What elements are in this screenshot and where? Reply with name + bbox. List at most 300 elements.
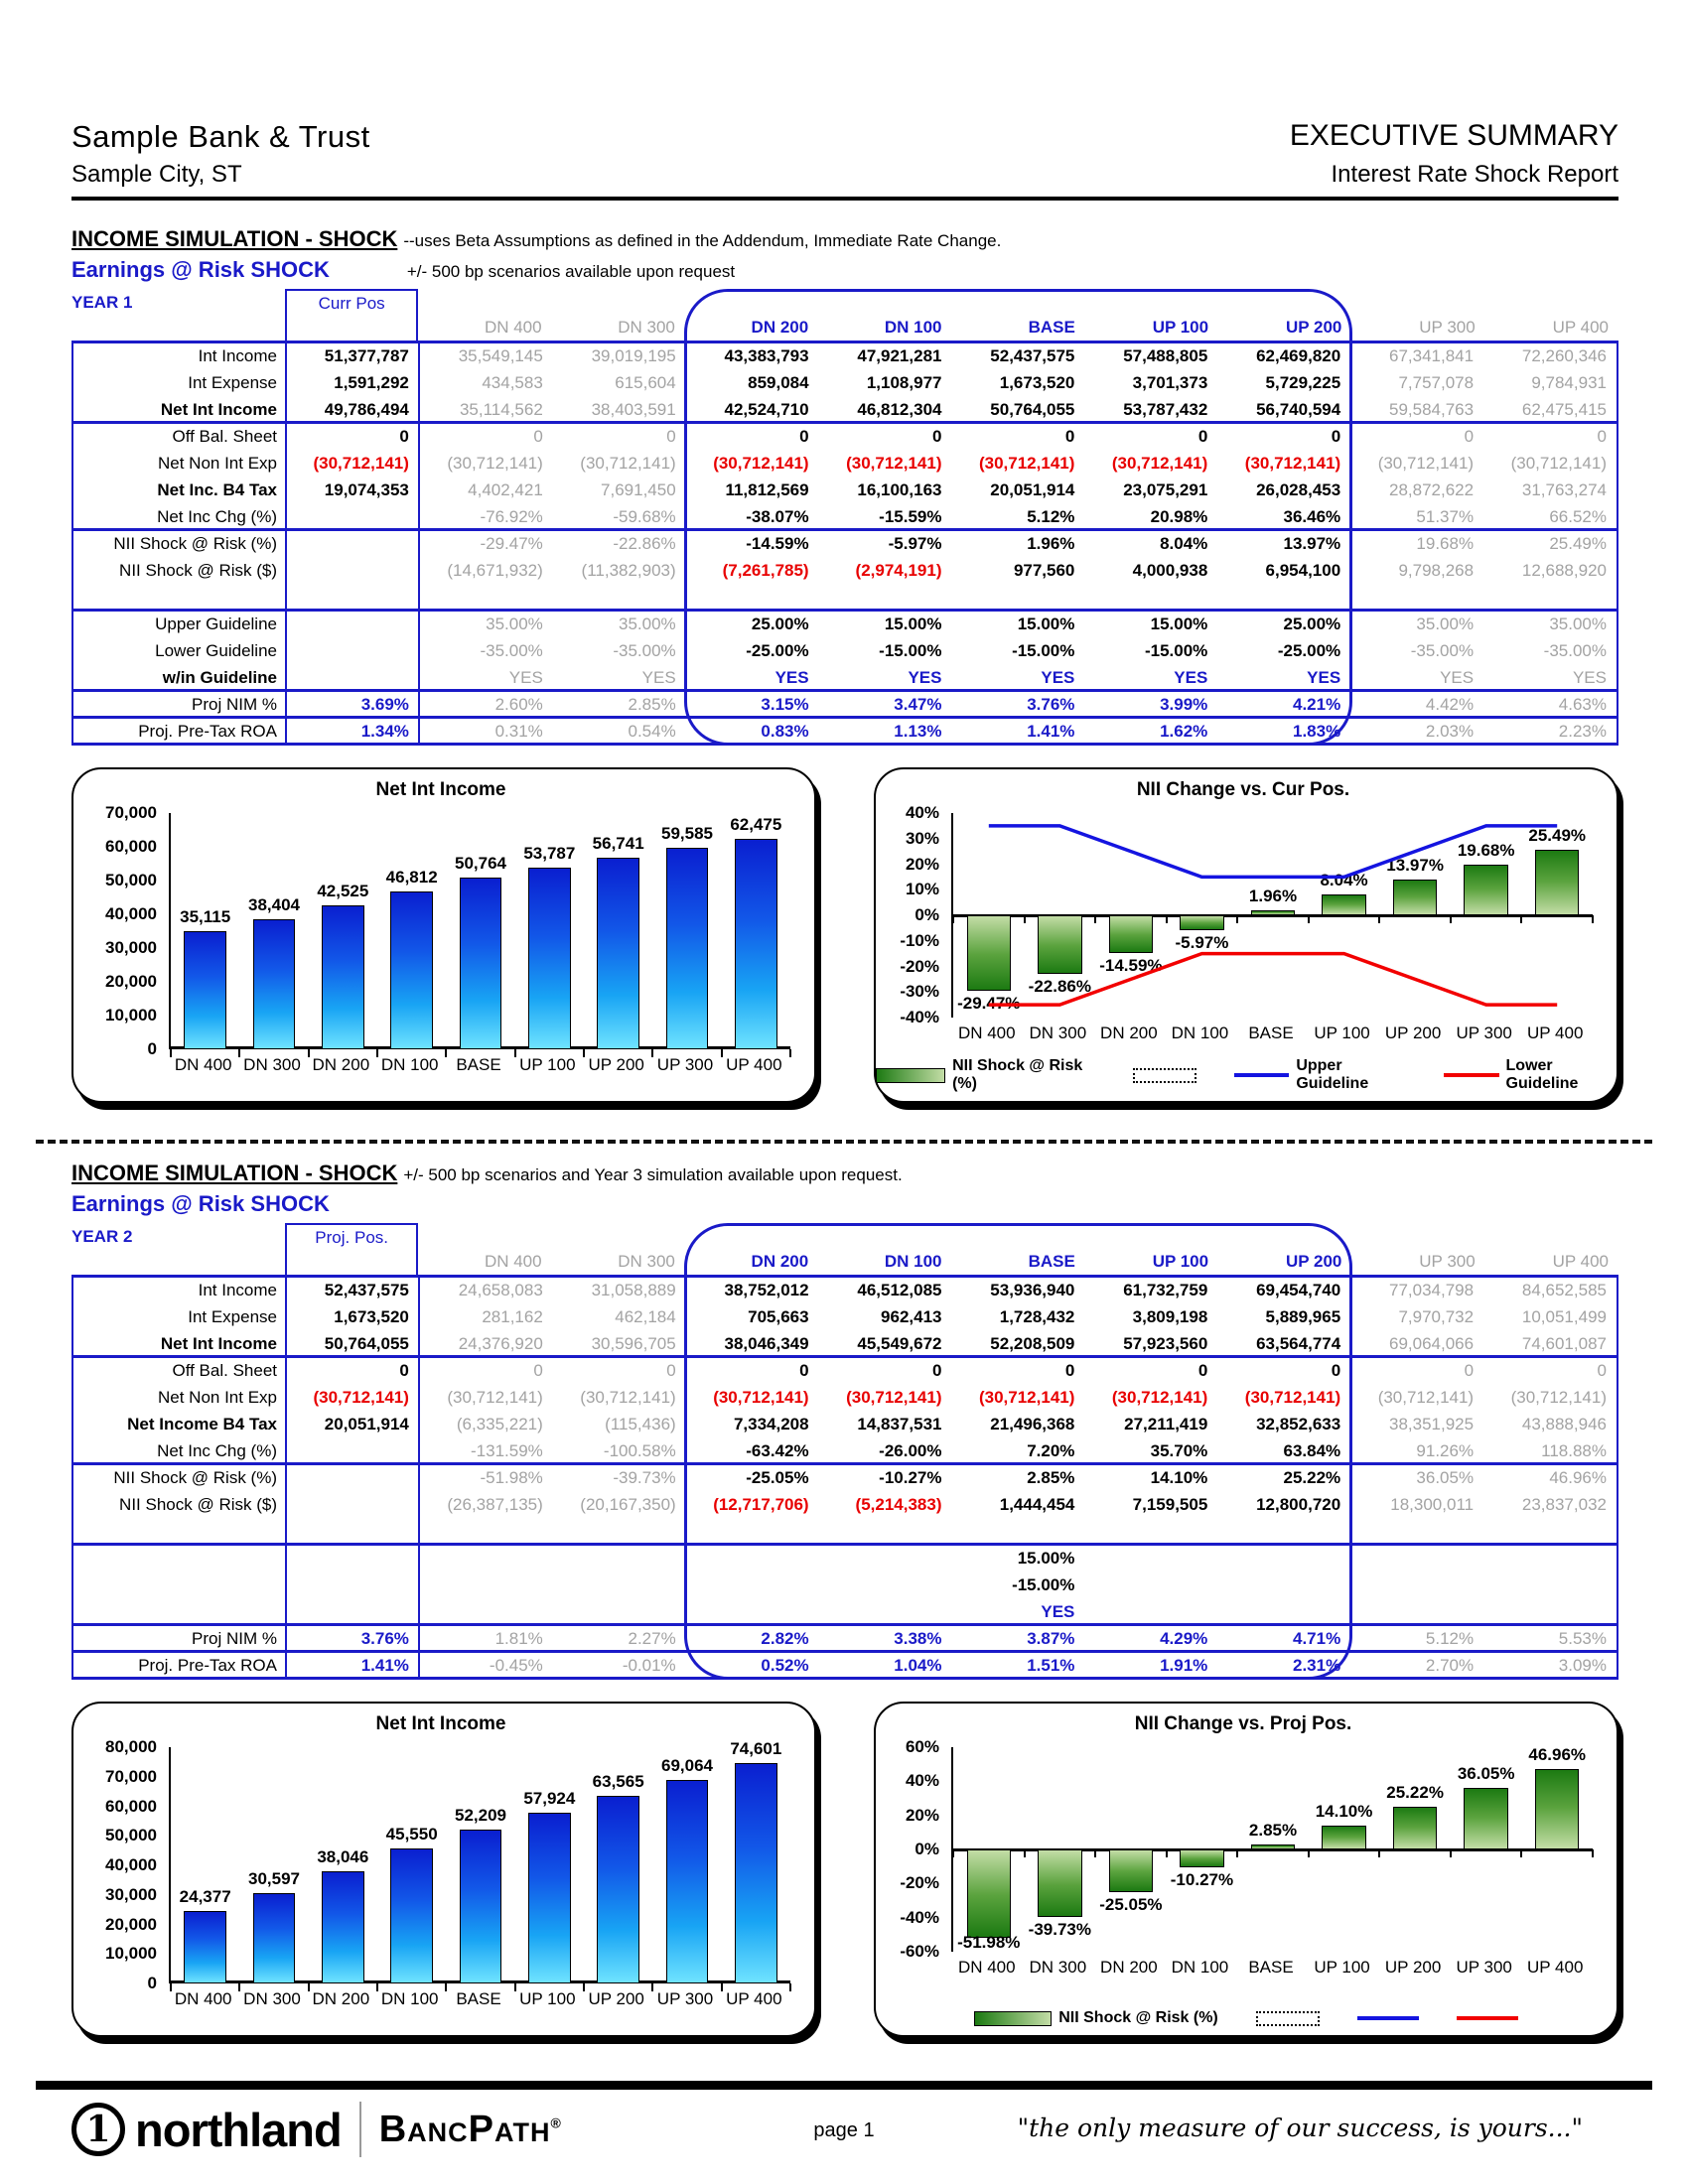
bar: [1109, 1849, 1153, 1892]
table-cell: 2.85%: [1027, 1468, 1075, 1487]
table-body: [71, 341, 1618, 746]
legend-line-swatch: [1444, 1073, 1499, 1077]
table-cell: [819, 1519, 952, 1543]
x-axis-tick: [1308, 1849, 1310, 1857]
table-cell: 47,921,281: [857, 346, 942, 365]
bar: [253, 1893, 296, 1983]
legend-bar-swatch: [974, 2011, 1052, 2026]
bar-value-label: -29.47%: [957, 993, 1021, 1013]
row-label: Net Non Int Exp: [73, 1385, 287, 1412]
x-axis-category-label: UP 300: [656, 1989, 714, 2008]
table-cell: 15.00%: [1150, 614, 1208, 633]
chart-title: Net Int Income: [375, 779, 506, 800]
year2-net-int-income-chart: [71, 1702, 816, 2037]
registered-mark: ®: [550, 2114, 562, 2130]
page-footer: [36, 2081, 1652, 2171]
table-cell: 12,688,920: [1521, 561, 1607, 580]
table-cell: 39,019,195: [591, 346, 676, 365]
table-row: [73, 370, 1617, 397]
x-axis-tick: [952, 1849, 954, 1857]
bank-name: Sample Bank & Trust: [71, 119, 370, 154]
table-row: [73, 1599, 1617, 1626]
table-cell: 0: [666, 1361, 676, 1380]
year2-earnings-title: Earnings @ Risk SHOCK: [71, 1191, 330, 1216]
table-row: [73, 1385, 1617, 1412]
table-cell: 72,260,346: [1521, 346, 1607, 365]
position-cell: [287, 558, 420, 585]
year2-section-note: +/- 500 bp scenarios and Year 3 simulation available upon request.: [403, 1165, 903, 1184]
table-cell: 91.26%: [1416, 1441, 1475, 1460]
table-cell: 63.84%: [1283, 1441, 1341, 1460]
table-cell: -10.27%: [879, 1468, 942, 1487]
table-cell: 35.00%: [486, 614, 543, 633]
table-cell: 962,413: [881, 1307, 942, 1326]
table-cell: 53,787,432: [1123, 400, 1208, 419]
table-cell: 35.00%: [1549, 614, 1607, 633]
report-subtitle: Interest Rate Shock Report: [1331, 161, 1618, 188]
table-cell: YES: [641, 668, 676, 687]
year2-section-titles: [71, 1160, 1618, 1217]
legend-item: [1444, 1057, 1617, 1093]
y-axis-tick-label: 70,000: [105, 1766, 157, 1786]
bar-value-label: 25.49%: [1528, 826, 1587, 846]
table-cell: 46.96%: [1549, 1468, 1607, 1487]
table-cell: (30,712,141): [1510, 454, 1607, 473]
bar-value-label: 50,764: [455, 854, 506, 874]
year1-earnings-title: Earnings @ Risk SHOCK: [71, 257, 330, 282]
chart-legend: [876, 2009, 1617, 2027]
table-cell: 45,549,672: [857, 1334, 942, 1353]
table-cell: [819, 1572, 952, 1599]
bar: [322, 1871, 364, 1983]
table-cell: 1.41%: [1027, 722, 1075, 741]
scenario-column-header: UP 200: [1285, 1252, 1342, 1271]
position-cell: [287, 612, 420, 638]
y-axis-tick-label: 20%: [905, 854, 939, 874]
table-cell: YES: [1041, 668, 1075, 687]
bar-value-label: 52,209: [455, 1805, 506, 1825]
table-cell: [1084, 1599, 1217, 1624]
position-cell: 3.69%: [287, 692, 420, 717]
position-cell: 3.76%: [287, 1626, 420, 1651]
table-row: [73, 1492, 1617, 1519]
table-cell: 2.82%: [761, 1629, 809, 1648]
row-label: NII Shock @ Risk ($): [73, 558, 287, 585]
table-cell: 0.83%: [761, 722, 809, 741]
x-axis-tick: [1166, 1849, 1168, 1857]
legend-line-swatch: [1457, 2016, 1518, 2020]
x-axis-tick: [789, 1049, 791, 1057]
bar-value-label: 69,064: [661, 1755, 713, 1775]
table-cell: 0: [533, 1361, 543, 1380]
table-cell: (30,712,141): [846, 1388, 942, 1407]
footer-bar: [36, 2081, 1652, 2090]
bar-value-label: -51.98%: [957, 1933, 1021, 1952]
bar: [666, 848, 709, 1049]
bar-value-label: -10.27%: [1170, 1869, 1234, 1889]
table-cell: 30,596,705: [591, 1334, 676, 1353]
table-cell: -15.00%: [879, 641, 942, 660]
year1-charts-row: [71, 767, 1618, 1103]
bar-value-label: 74,601: [730, 1739, 782, 1759]
row-label: Proj. Pre-Tax ROA: [73, 719, 287, 744]
table-cell: 1,728,432: [999, 1307, 1075, 1326]
bar-value-label: 63,565: [592, 1771, 644, 1791]
table-cell: 15.00%: [1017, 1549, 1075, 1568]
year2-nii-change-chart: [874, 1702, 1618, 2037]
year1-section-title: INCOME SIMULATION - SHOCK: [71, 226, 398, 251]
table-cell: [686, 1599, 819, 1624]
table-cell: 7,970,732: [1398, 1307, 1475, 1326]
table-row: [73, 424, 1617, 451]
table-cell: 69,454,740: [1256, 1281, 1341, 1299]
x-axis-category-label: BASE: [1248, 1024, 1294, 1042]
table-cell: 35,549,145: [458, 346, 543, 365]
x-axis-tick: [1520, 1849, 1522, 1857]
table-cell: -25.00%: [1277, 641, 1341, 660]
section-divider: [36, 1140, 1652, 1144]
row-label: [73, 1519, 287, 1543]
table-cell: 5.12%: [1027, 507, 1075, 526]
table-cell: 2.31%: [1292, 1656, 1341, 1675]
row-label: Int Income: [73, 1278, 287, 1304]
table-row: [73, 1572, 1617, 1599]
table-row: [73, 397, 1617, 424]
bar-value-label: 35,115: [180, 906, 231, 926]
legend-label: NII Shock @ Risk (%): [952, 1057, 1083, 1092]
bar-value-label: 57,924: [523, 1788, 576, 1808]
table-cell: (30,712,141): [713, 1388, 809, 1407]
bar-value-label: 46.96%: [1528, 1745, 1587, 1765]
table-row: [73, 1331, 1617, 1358]
table-cell: (30,712,141): [447, 1388, 543, 1407]
y-axis-tick-label: -20%: [900, 1873, 939, 1893]
table-cell: 50,764,055: [990, 400, 1075, 419]
report-title: EXECUTIVE SUMMARY: [1289, 119, 1618, 152]
position-cell: [287, 1438, 420, 1463]
table-row: [73, 719, 1617, 746]
table-cell: 7,757,078: [1398, 373, 1475, 392]
bar-value-label: 36.05%: [1457, 1764, 1515, 1784]
position-column-header: Curr Pos: [285, 289, 418, 341]
table-cell: [553, 1572, 686, 1599]
table-cell: 615,604: [615, 373, 676, 392]
y-axis-tick-label: 20,000: [105, 1914, 157, 1934]
table-cell: -38.07%: [746, 507, 809, 526]
table-cell: 3,701,373: [1132, 373, 1208, 392]
table-cell: 66.52%: [1549, 507, 1607, 526]
table-cell: 2.03%: [1425, 722, 1475, 741]
bar-value-label: 38,404: [248, 895, 300, 915]
x-axis-category-label: UP 100: [1314, 1024, 1370, 1042]
table-cell: (11,382,903): [581, 561, 676, 580]
x-axis-tick: [514, 1049, 516, 1057]
table-cell: [1084, 1572, 1217, 1599]
chart-area: [888, 1737, 1599, 1977]
table-cell: 0: [1197, 1361, 1208, 1380]
table-cell: [819, 1546, 952, 1572]
x-axis-tick: [1094, 1849, 1096, 1857]
table-cell: 0: [1331, 427, 1341, 446]
x-axis-category-label: DN 200: [312, 1055, 370, 1074]
table-cell: 63,564,774: [1256, 1334, 1341, 1353]
guideline-lines: [953, 813, 1593, 1018]
x-axis-tick: [583, 1049, 585, 1057]
table-cell: 14,837,531: [857, 1415, 942, 1433]
table-cell: (30,712,141): [580, 454, 676, 473]
table-cell: (30,712,141): [1111, 454, 1208, 473]
table-cell: 9,784,931: [1531, 373, 1607, 392]
x-axis-category-label: DN 100: [380, 1055, 439, 1074]
table-cell: 27,211,419: [1124, 1415, 1208, 1433]
table-cell: [1084, 1519, 1217, 1543]
year1-nii-change-chart: [874, 767, 1618, 1103]
table-cell: 32,852,633: [1256, 1415, 1341, 1433]
table-cell: 24,376,920: [458, 1334, 543, 1353]
x-axis-category-label: UP 400: [1527, 1024, 1584, 1042]
table-cell: 20,051,914: [990, 480, 1075, 499]
row-label: Proj. Pre-Tax ROA: [73, 1653, 287, 1678]
table-cell: -0.01%: [622, 1656, 676, 1675]
table-cell: 38,752,012: [724, 1281, 809, 1299]
x-axis-category-label: BASE: [1248, 1958, 1294, 1977]
table-cell: [1350, 1546, 1483, 1572]
table-cell: [1483, 1572, 1617, 1599]
table-cell: 0: [1597, 1361, 1607, 1380]
year2-shock-table: [71, 1223, 1618, 1680]
bar-value-label: -39.73%: [1028, 1920, 1091, 1940]
chart-area: [85, 1737, 796, 2008]
bar: [967, 1849, 1011, 1938]
table-cell: 57,923,560: [1123, 1334, 1208, 1353]
x-axis-tick: [789, 1983, 791, 1991]
table-cell: -59.68%: [613, 507, 676, 526]
scenario-column-header: DN 300: [618, 318, 675, 337]
x-axis-tick: [514, 1983, 516, 1991]
table-cell: 1.51%: [1027, 1656, 1075, 1675]
table-cell: 46,512,085: [857, 1281, 942, 1299]
x-axis-category-label: UP 300: [656, 1055, 714, 1074]
table-cell: 21,496,368: [990, 1415, 1075, 1433]
table-cell: YES: [508, 668, 543, 687]
table-cell: 51.37%: [1416, 507, 1475, 526]
year2-charts-row: [71, 1702, 1618, 2037]
x-axis-category-label: DN 200: [312, 1989, 370, 2008]
table-cell: -15.00%: [1144, 641, 1208, 660]
y-axis-tick-label: 30%: [905, 828, 939, 848]
table-cell: [1483, 1546, 1617, 1572]
chart-legend: [876, 1057, 1617, 1093]
row-label: Proj NIM %: [73, 1626, 287, 1651]
table-cell: -131.59%: [471, 1441, 543, 1460]
table-cell: 0: [1597, 427, 1607, 446]
table-cell: 2.70%: [1425, 1656, 1475, 1675]
position-cell: [287, 1572, 420, 1599]
y-axis-tick-label: 0%: [914, 905, 939, 924]
legend-item: [876, 1057, 1095, 1093]
table-cell: [819, 585, 952, 609]
table-cell: 2.27%: [628, 1629, 676, 1648]
table-cell: [1084, 585, 1217, 609]
table-cell: [1217, 1599, 1350, 1624]
year-label: YEAR 1: [71, 293, 133, 312]
table-cell: 0: [1197, 427, 1208, 446]
table-cell: (115,436): [605, 1415, 676, 1433]
table-cell: (30,712,141): [447, 454, 543, 473]
table-cell: -35.00%: [1410, 641, 1475, 660]
x-axis-tick: [376, 1983, 378, 1991]
bank-city: Sample City, ST: [71, 161, 242, 188]
northland-logo: [71, 2102, 562, 2157]
x-axis-tick: [1592, 1849, 1594, 1857]
bar: [1464, 1788, 1507, 1849]
table-row: [73, 1519, 1617, 1546]
table-cell: YES: [1041, 1602, 1075, 1621]
bar-value-label: 19.68%: [1457, 841, 1515, 861]
y-axis-tick-label: 40,000: [105, 1855, 157, 1874]
table-cell: [686, 585, 819, 609]
bar-value-label: 62,475: [730, 814, 782, 834]
table-cell: 35.00%: [1416, 614, 1475, 633]
table-cell: [420, 1572, 553, 1599]
x-axis-category-label: UP 100: [519, 1055, 576, 1074]
x-axis-category-label: DN 200: [1100, 1024, 1158, 1042]
table-cell: -25.00%: [746, 641, 809, 660]
x-axis-tick: [721, 1049, 723, 1057]
table-row: [73, 1438, 1617, 1465]
x-axis-tick: [445, 1983, 447, 1991]
row-label: NII Shock @ Risk ($): [73, 1492, 287, 1519]
x-axis-category-label: UP 400: [726, 1989, 782, 2008]
table-cell: (30,712,141): [713, 454, 809, 473]
table-cell: 36.46%: [1283, 507, 1341, 526]
table-cell: 16,100,163: [857, 480, 942, 499]
table-cell: YES: [1174, 668, 1208, 687]
table-row: [73, 1304, 1617, 1331]
table-cell: 18,300,011: [1390, 1495, 1475, 1514]
table-cell: 859,084: [748, 373, 809, 392]
chart-plot: [169, 1739, 790, 1983]
row-label: Off Bal. Sheet: [73, 1358, 287, 1385]
table-cell: -14.59%: [746, 534, 809, 553]
table-row: [73, 665, 1617, 692]
scenario-column-header: UP 100: [1152, 1252, 1209, 1271]
table-cell: 35.70%: [1150, 1441, 1208, 1460]
legend-line-swatch: [1357, 2016, 1419, 2020]
bar-value-label: 13.97%: [1386, 856, 1444, 876]
legend-item: [1457, 2016, 1518, 2020]
row-label: Int Income: [73, 343, 287, 370]
table-cell: 3.87%: [1027, 1629, 1075, 1648]
table-cell: 0: [1064, 427, 1075, 446]
table-row: [73, 1653, 1617, 1680]
table-cell: 462,184: [615, 1307, 676, 1326]
table-cell: [1217, 1519, 1350, 1543]
table-cell: (30,712,141): [1111, 1388, 1208, 1407]
position-column-header: Proj. Pos.: [285, 1223, 418, 1275]
scenario-column-header: UP 300: [1419, 1252, 1476, 1271]
table-cell: -25.05%: [746, 1468, 809, 1487]
table-cell: -15.00%: [1012, 641, 1075, 660]
position-cell: [287, 1599, 420, 1624]
row-label: [73, 1546, 287, 1572]
chart-plot: [951, 813, 1593, 1018]
table-cell: 977,560: [1013, 561, 1075, 580]
position-cell: [287, 531, 420, 558]
table-cell: 4.71%: [1292, 1629, 1341, 1648]
logo-divider: [359, 2102, 361, 2157]
table-row: [73, 531, 1617, 558]
position-cell: 1,673,520: [287, 1304, 420, 1331]
table-cell: 0: [1331, 1361, 1341, 1380]
table-header-row: [71, 1223, 1618, 1275]
y-axis-tick-label: 20,000: [105, 972, 157, 991]
chart-title: NII Change vs. Proj Pos.: [1134, 1713, 1352, 1734]
y-axis-tick-label: -10%: [900, 930, 939, 950]
table-cell: 15.00%: [1017, 614, 1075, 633]
position-cell: 19,074,353: [287, 478, 420, 504]
x-axis-category-label: UP 200: [1384, 1024, 1442, 1042]
year1-section-note: --uses Beta Assumptions as defined in the Addendum, Immediate Rate Change.: [403, 231, 1002, 250]
bar: [390, 891, 433, 1049]
bar-value-label: 59,585: [661, 824, 713, 844]
table-cell: [1350, 1599, 1483, 1624]
table-cell: 14.10%: [1150, 1468, 1208, 1487]
table-cell: 0: [1464, 427, 1475, 446]
x-axis-tick: [170, 1049, 172, 1057]
row-label: Net Income B4 Tax: [73, 1412, 287, 1438]
y-axis-tick-label: -40%: [900, 1008, 939, 1026]
position-cell: 0: [287, 1358, 420, 1385]
table-cell: 52,437,575: [990, 346, 1075, 365]
table-cell: 38,046,349: [724, 1334, 809, 1353]
table-cell: 38,351,925: [1389, 1415, 1475, 1433]
bar-value-label: 46,812: [385, 867, 438, 887]
chart-plot: [951, 1747, 1593, 1952]
position-cell: [287, 585, 420, 609]
bar: [184, 931, 226, 1049]
table-cell: [1483, 1599, 1617, 1624]
bar: [528, 1813, 571, 1983]
table-cell: [686, 1519, 819, 1543]
y-axis-tick-label: 60,000: [105, 837, 157, 856]
x-axis-category-label: DN 300: [1029, 1958, 1087, 1977]
table-cell: [686, 1572, 819, 1599]
table-row: [73, 1278, 1617, 1304]
y-axis-tick-label: 30,000: [105, 1884, 157, 1904]
bar: [735, 839, 777, 1049]
table-cell: 281,162: [482, 1307, 543, 1326]
table-cell: [1217, 585, 1350, 609]
bar: [1322, 1826, 1365, 1849]
northland-wordmark: northland: [135, 2103, 342, 2156]
table-cell: 25.00%: [751, 614, 809, 633]
table-cell: 4,000,938: [1132, 561, 1208, 580]
table-cell: 3.15%: [761, 695, 809, 714]
position-cell: 49,786,494: [287, 397, 420, 422]
x-axis-category-label: BASE: [456, 1055, 501, 1074]
table-cell: 2.85%: [628, 695, 676, 714]
table-cell: 4.63%: [1558, 695, 1607, 714]
row-label: [73, 585, 287, 609]
y-axis-tick-label: 40%: [905, 1771, 939, 1791]
scenario-column-header: DN 300: [618, 1252, 675, 1271]
table-cell: 3.99%: [1160, 695, 1208, 714]
table-cell: 1,673,520: [999, 373, 1075, 392]
bar-value-label: 14.10%: [1315, 1801, 1373, 1821]
report-header: [71, 0, 1618, 189]
x-axis-category-label: DN 400: [174, 1055, 232, 1074]
